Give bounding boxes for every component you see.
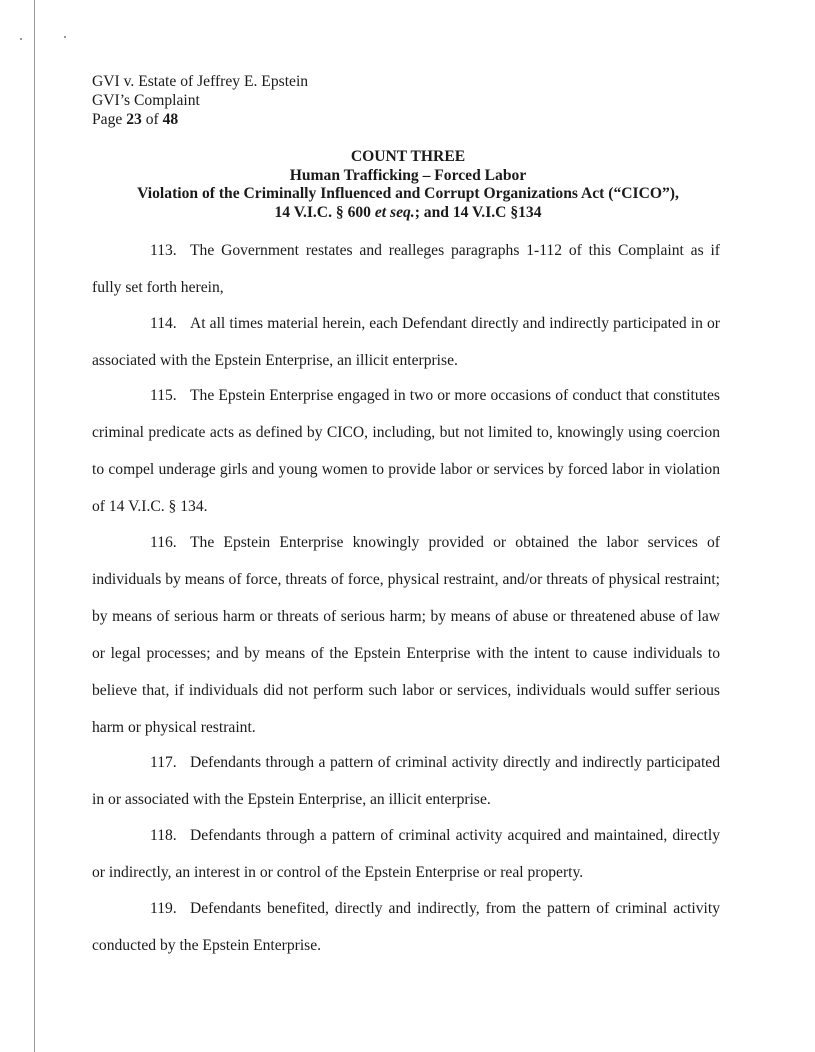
document-name: GVI’s Complaint (92, 92, 200, 109)
scan-speck (64, 36, 66, 38)
scan-edge-line (34, 0, 35, 1052)
paragraph-114 (92, 305, 720, 379)
paragraph-number: 115. (150, 387, 177, 404)
paragraph-number: 118. (150, 827, 177, 844)
paragraph-text: Defendants through a pattern of criminal activity directly and indirectly participated in or associated with the Epstein Enterprise, an illicit enterprise. (92, 754, 720, 808)
citation-part-a: 14 V.I.C. § 600 (274, 203, 375, 221)
paragraph-number: 117. (150, 754, 177, 771)
paragraph-text: At all times material herein, each Defendant directly and indirectly participated in or associated with the Epstein Enterprise, an illicit enterprise. (92, 315, 720, 369)
paragraph-text: The Epstein Enterprise knowingly provided or obtained the labor services of individuals by means of force, threats of force, physical restraint, and/or threats of physical restraint; by means of serious harm or threats of serious harm; by means of abuse or threatened abuse of law or legal processes; and by means of the Epstein Enterprise with the intent to cause individuals to believe that, if individuals did not perform such labor or services, individuals would suffer serious harm or physical restraint. (92, 534, 720, 736)
count-title: COUNT THREE (350, 148, 466, 165)
paragraph-number: 113. (150, 242, 177, 259)
paragraph-115 (92, 377, 720, 525)
page-prefix: Page (92, 111, 127, 128)
page-total: 48 (162, 111, 179, 128)
paragraph-text: Defendants through a pattern of criminal activity acquired and maintained, directly or indirectly, an interest in or control of the Epstein Enterprise or real property. (92, 827, 720, 881)
document-header (92, 72, 308, 129)
count-subtitle: Human Trafficking – Forced Labor (289, 166, 527, 184)
paragraph-text: The Epstein Enterprise engaged in two or more occasions of conduct that constitutes criminal predicate acts as defined by CICO, including, but not limited to, knowingly using coercion to compel underage girls and young women to provide labor or services by forced labor in violation of 14 V.I.C. § 134. (92, 387, 720, 515)
scan-speck (20, 38, 22, 40)
paragraph-number: 114. (150, 315, 177, 332)
paragraph-117 (92, 744, 720, 818)
count-violation: Violation of the Criminally Influenced and Corrupt Organizations Act (“CICO”), (137, 185, 679, 203)
citation-part-b: ; and 14 V.I.C §134 (414, 203, 542, 221)
paragraph-119 (92, 890, 720, 964)
case-caption: GVI v. Estate of Jeffrey E. Epstein (92, 73, 309, 90)
paragraph-116 (92, 524, 720, 746)
paragraph-number: 116. (150, 534, 177, 551)
paragraph-113 (92, 232, 720, 306)
page-current: 23 (126, 111, 142, 128)
paragraph-text: Defendants benefited, directly and indirectly, from the pattern of criminal activity conducted by the Epstein Enterprise. (92, 900, 720, 954)
count-heading (92, 148, 724, 222)
page-indicator (92, 110, 308, 129)
paragraph-number: 119. (150, 900, 177, 917)
paragraph-text: The Government restates and realleges paragraphs 1-112 of this Complaint as if fully set forth herein, (92, 242, 720, 296)
paragraph-118 (92, 817, 720, 891)
page-of: of (141, 111, 163, 128)
citation-et-seq: et seq. (374, 203, 415, 221)
count-citation (92, 204, 724, 223)
